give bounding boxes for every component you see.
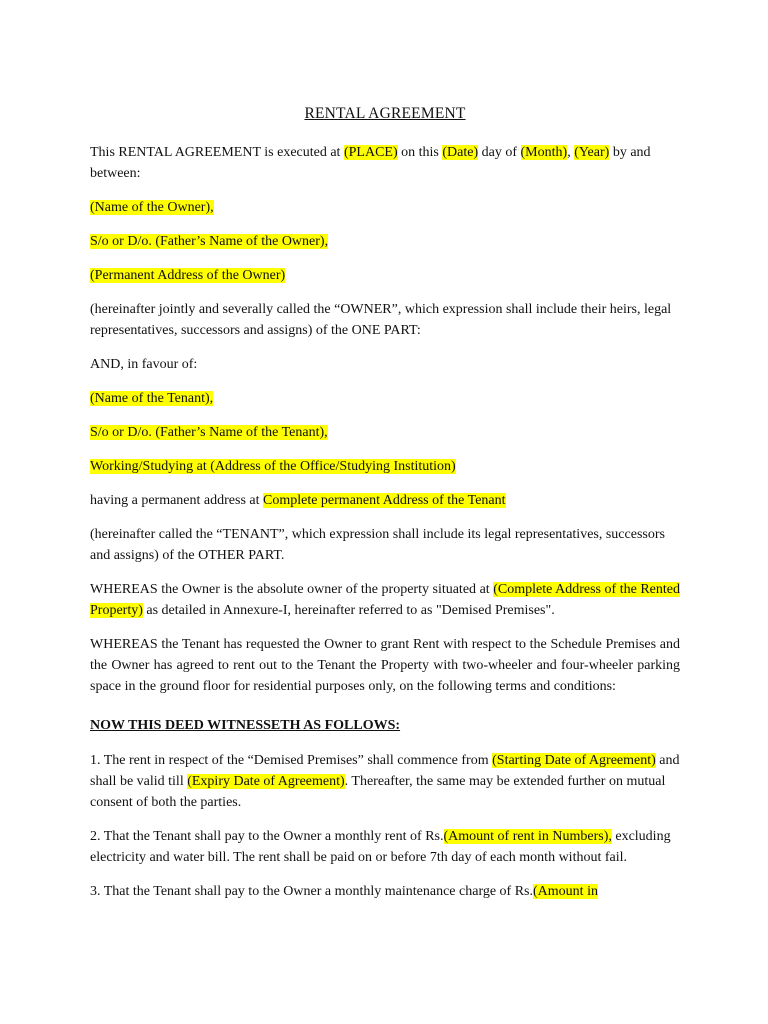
clause-1-text-2: and shall be valid till [90, 753, 680, 789]
tenant-permanent-address-field: Complete permanent Address of the Tenant [263, 493, 506, 508]
tenant-name-paragraph [90, 388, 680, 409]
tenant-clause: (hereinafter called the “TENANT”, which expression shall include its legal representatives, successors and assigns) of the OTHER PART. [90, 527, 665, 563]
intro-text-5: by and between: [90, 145, 651, 181]
clause-2-text-2: excluding electricity and water bill. The rent shall be paid on or before 7th day of each month without fail. [90, 829, 671, 865]
owner-name-paragraph [90, 197, 680, 218]
tenant-father-paragraph [90, 422, 680, 443]
place-field: (PLACE) [343, 145, 398, 160]
whereas-tenant-paragraph: WHEREAS the Tenant has requested the Owner to grant Rent with respect to the Schedule Premises and the Owner has agreed to rent out to the Tenant the Property with two-wheeler and four-wheeler parking space in the ground floor for residential purposes only, on the following terms and conditions: [90, 637, 680, 694]
intro-text-4: , [567, 145, 575, 160]
date-field: (Date) [442, 145, 479, 160]
owner-address-field: (Permanent Address of the Owner) [90, 268, 286, 283]
intro-text-3: day of [478, 145, 521, 160]
tenant-permanent-paragraph [90, 490, 680, 511]
maintenance-amount-field: (Amount in [533, 884, 598, 899]
expiry-date-field: (Expiry Date of Agreement) [187, 774, 345, 789]
owner-name-field: (Name of the Owner), [90, 200, 214, 215]
month-field: (Month) [520, 145, 568, 160]
clause-3 [90, 881, 680, 902]
whereas-owner-text-1: WHEREAS the Owner is the absolute owner of the property situated at [90, 582, 494, 597]
intro-text-2: on this [397, 145, 443, 160]
whereas-owner-paragraph [90, 579, 680, 621]
owner-address-paragraph [90, 265, 680, 286]
witness-heading: NOW THIS DEED WITNESSETH AS FOLLOWS: [90, 718, 401, 733]
clause-2-text-1: 2. That the Tenant shall pay to the Owner a monthly rent of Rs. [90, 829, 444, 844]
clause-1 [90, 750, 680, 813]
document-page [90, 104, 680, 915]
whereas-owner-text-2: as detailed in Annexure-I, hereinafter referred to as "Demised Premises". [142, 603, 555, 618]
intro-paragraph [90, 142, 680, 184]
tenant-name-field: (Name of the Tenant), [90, 391, 214, 406]
tenant-father-field: S/o or D/o. (Father’s Name of the Tenant), [90, 425, 328, 440]
clause-3-text-1: 3. That the Tenant shall pay to the Owner a monthly maintenance charge of Rs. [90, 884, 534, 899]
rent-amount-field: (Amount of rent in Numbers), [443, 829, 612, 844]
and-favour-line: AND, in favour of: [90, 357, 198, 372]
year-field: (Year) [574, 145, 610, 160]
start-date-field: (Starting Date of Agreement) [492, 753, 656, 768]
tenant-working-field: Working/Studying at (Address of the Office/Studying Institution) [90, 459, 456, 474]
owner-father-paragraph [90, 231, 680, 252]
tenant-working-paragraph [90, 456, 680, 477]
clause-2 [90, 826, 680, 868]
clause-1-text-3: . Thereafter, the same may be extended further on mutual consent of both the parties. [90, 774, 666, 810]
owner-clause: (hereinafter jointly and severally called the “OWNER”, which expression shall include their heirs, legal representatives, successors and assigns) of the ONE PART: [90, 302, 672, 338]
document-title: RENTAL AGREEMENT [304, 105, 466, 122]
owner-father-field: S/o or D/o. (Father’s Name of the Owner), [90, 234, 329, 249]
intro-text-1: This RENTAL AGREEMENT is executed at [90, 145, 344, 160]
tenant-permanent-prefix: having a permanent address at [90, 493, 263, 508]
clause-1-text-1: 1. The rent in respect of the “Demised Premises” shall commence from [90, 753, 493, 768]
rented-property-address-field: (Complete Address of the Rented Property) [90, 582, 680, 618]
